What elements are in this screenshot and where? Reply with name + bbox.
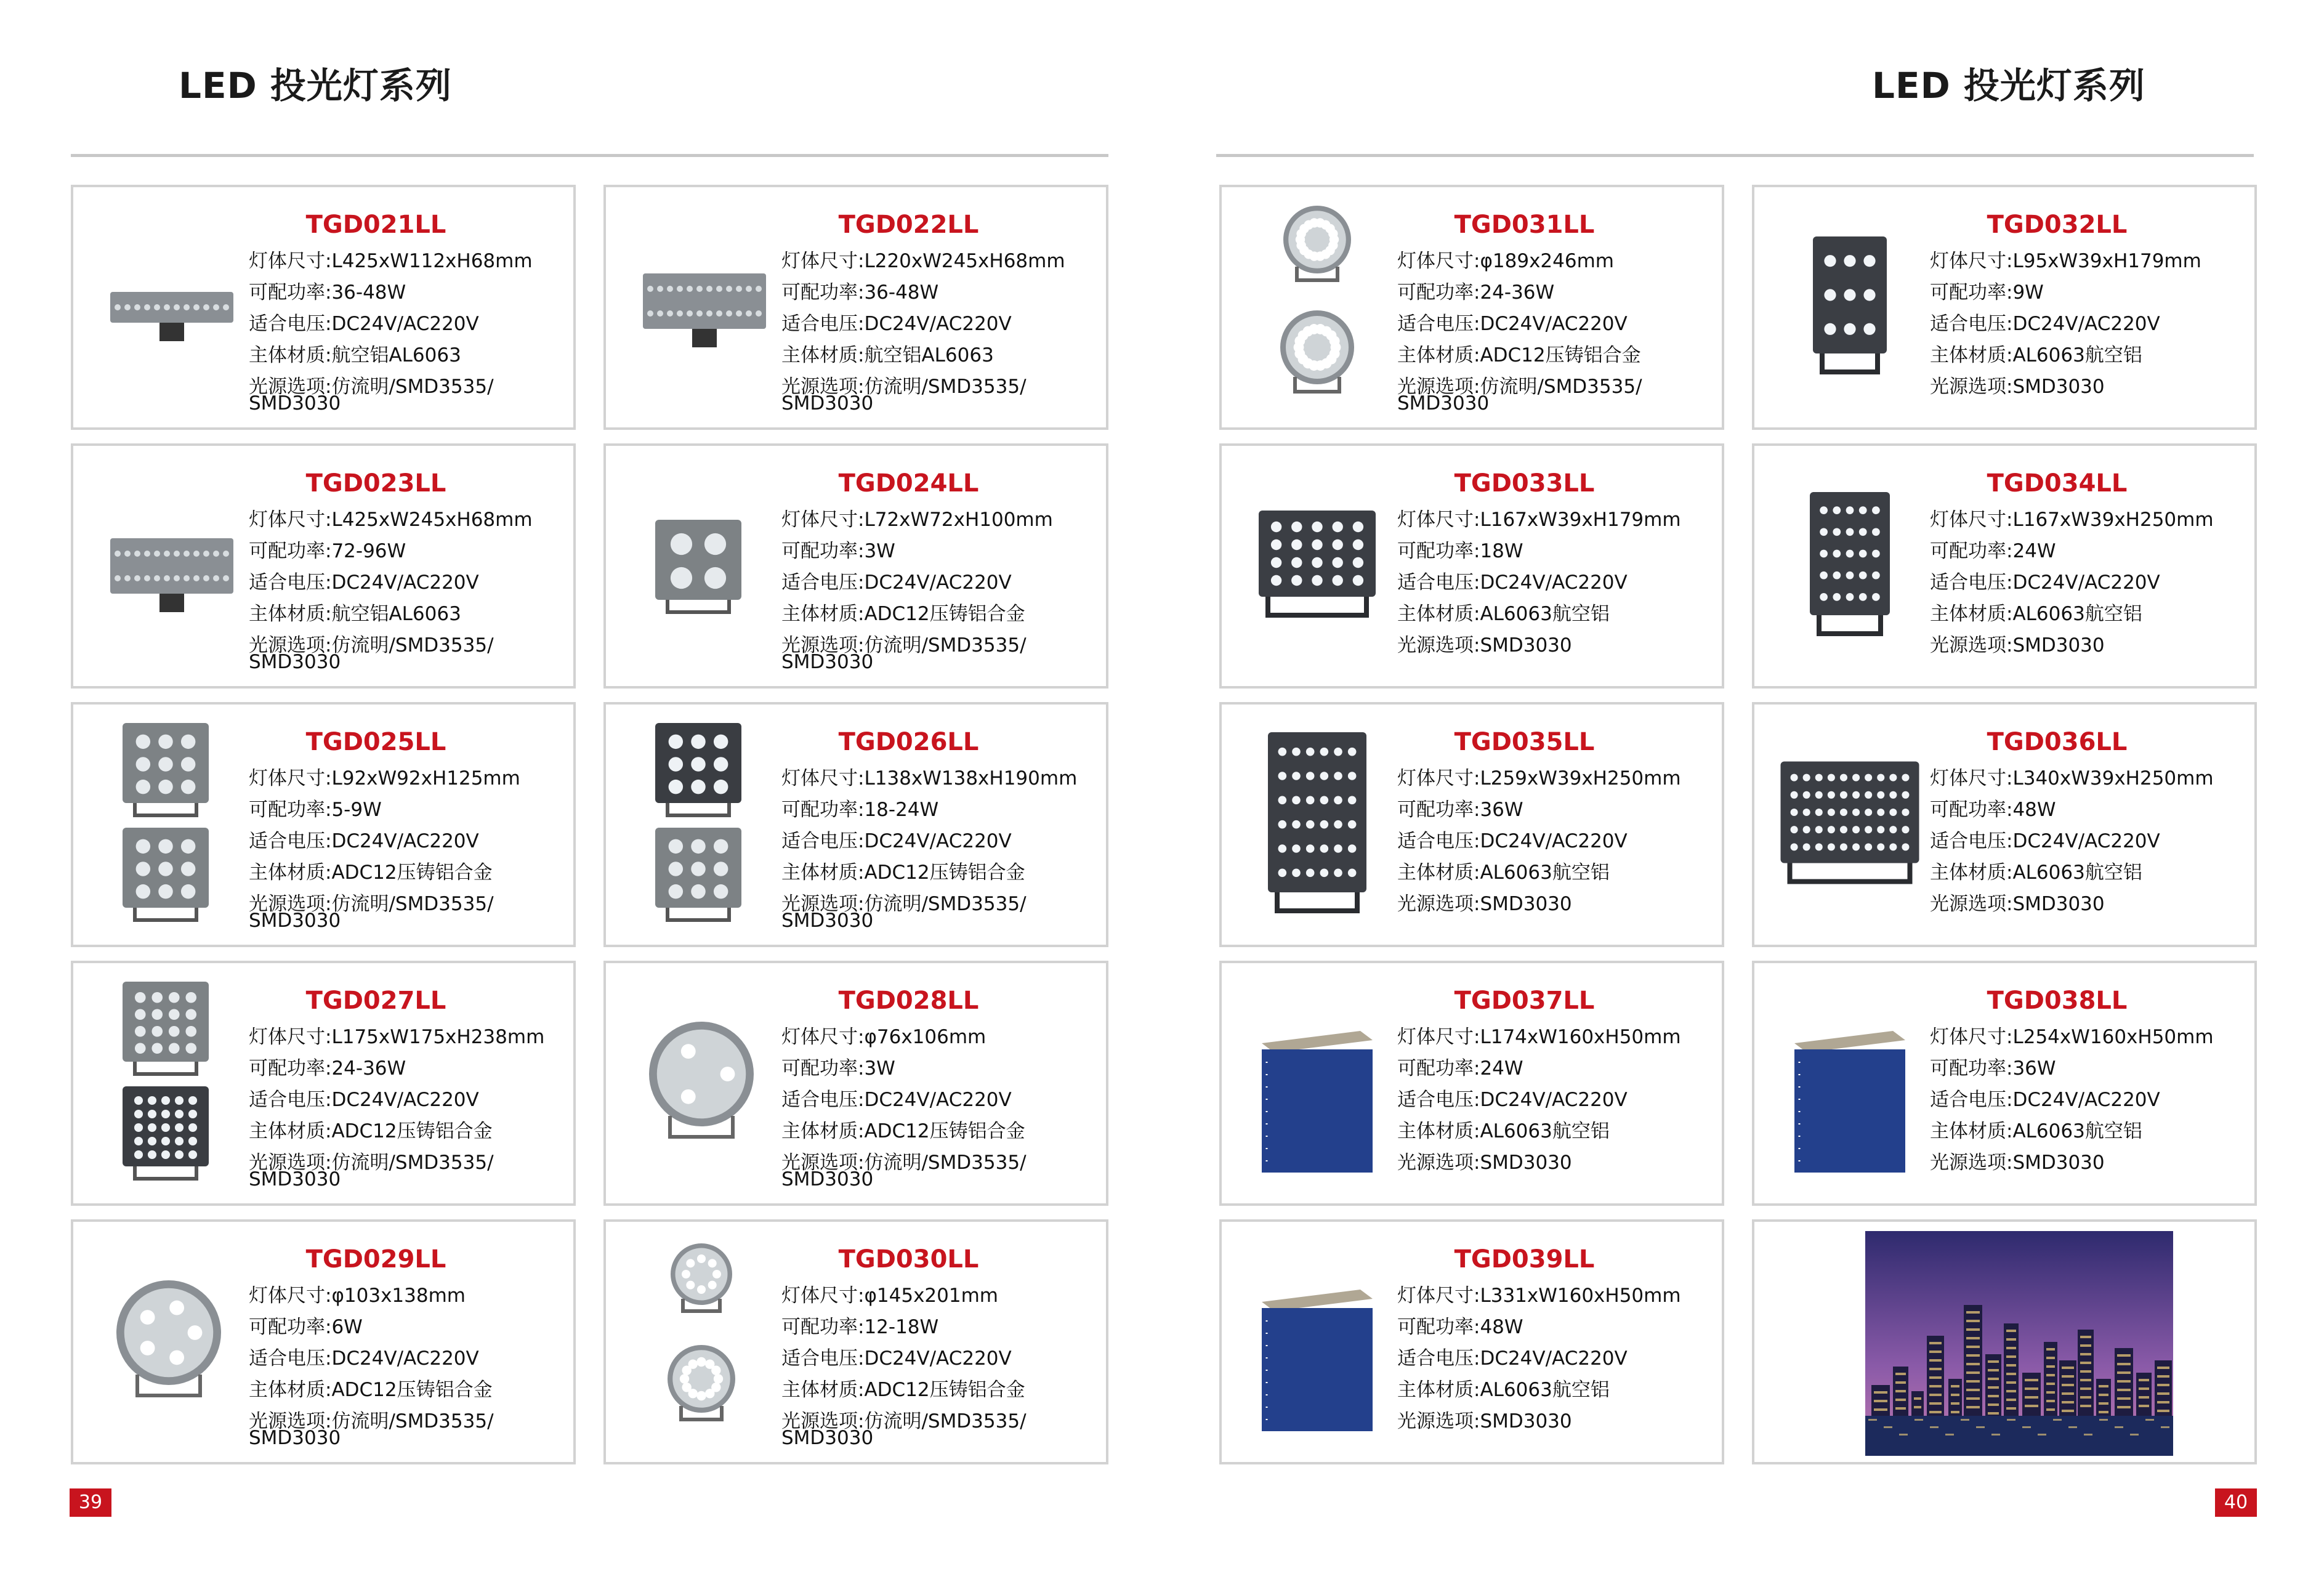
spec-light-cont: SMD3030 — [249, 910, 341, 932]
product-specs — [1930, 763, 2248, 934]
product-specs — [249, 763, 567, 934]
product-specs — [1930, 1022, 2248, 1192]
spec-material: 主体材质:ADC12压铸铝合金 — [1397, 344, 1641, 366]
spec-size: 灯体尺寸:L167xW39xH250mm — [1930, 509, 2214, 531]
spec-light: 光源选项:仿流明/SMD3535/ — [781, 1152, 1027, 1174]
spec-light-cont: SMD3030 — [249, 392, 341, 414]
spec-light: 光源选项:仿流明/SMD3535/ — [781, 893, 1027, 915]
product-code: TGD029LL — [305, 1245, 446, 1274]
spec-light: 光源选项:SMD3030 — [1397, 1152, 1572, 1174]
spec-light: 光源选项:仿流明/SMD3535/ — [249, 376, 494, 398]
product-image — [1779, 206, 1921, 409]
product-image — [98, 464, 240, 668]
product-card-tgd032ll — [1752, 185, 2257, 430]
spec-material: 主体材质:AL6063航空铝 — [1397, 603, 1610, 625]
spec-light-cont: SMD3030 — [781, 392, 874, 414]
spec-material: 主体材质:ADC12压铸铝合金 — [781, 1379, 1025, 1401]
product-card-tgd039ll — [1219, 1219, 1724, 1464]
product-specs — [781, 504, 1100, 675]
product-image — [631, 1240, 772, 1444]
spec-light: 光源选项:仿流明/SMD3535/ — [249, 634, 494, 656]
right-product-grid — [1219, 185, 2257, 1464]
product-card-tgd025ll — [71, 702, 576, 947]
product-specs — [1397, 246, 1716, 416]
spec-light-cont: SMD3030 — [249, 1168, 341, 1190]
spec-material: 主体材质:AL6063航空铝 — [1397, 1120, 1610, 1142]
spec-voltage: 适合电压:DC24V/AC220V — [781, 1347, 1012, 1370]
spec-voltage: 适合电压:DC24V/AC220V — [781, 1089, 1012, 1111]
product-card-tgd026ll — [603, 702, 1108, 947]
product-code: TGD024LL — [838, 469, 979, 498]
product-specs — [1397, 1280, 1716, 1451]
product-card-tgd023ll — [71, 443, 576, 689]
spec-light: 光源选项:SMD3030 — [1397, 1410, 1572, 1432]
spec-light: 光源选项:仿流明/SMD3535/ — [781, 1410, 1027, 1432]
spec-size: 灯体尺寸:L175xW175xH238mm — [249, 1026, 545, 1048]
product-code: TGD030LL — [838, 1245, 979, 1274]
spec-power: 可配功率:36W — [1397, 799, 1523, 821]
spec-voltage: 适合电压:DC24V/AC220V — [1397, 830, 1628, 852]
product-image — [1246, 982, 1388, 1185]
product-image — [1779, 723, 1921, 926]
product-specs — [781, 1022, 1100, 1192]
product-card-tgd037ll — [1219, 961, 1724, 1206]
product-code: TGD036LL — [1987, 728, 2128, 756]
product-image — [1246, 464, 1388, 668]
right-page-title: LED 投光灯系列 — [1872, 65, 2145, 107]
spec-light-cont: SMD3030 — [781, 1168, 874, 1190]
product-specs — [249, 504, 567, 675]
spec-light: 光源选项:SMD3030 — [1397, 634, 1572, 656]
spec-power: 可配功率:36W — [1930, 1057, 2056, 1080]
spec-material: 主体材质:航空铝AL6063 — [249, 603, 461, 625]
product-specs — [1930, 246, 2248, 416]
spec-power: 可配功率:18W — [1397, 540, 1523, 562]
product-code: TGD032LL — [1987, 211, 2128, 239]
spec-size: 灯体尺寸:L340xW39xH250mm — [1930, 767, 2214, 789]
product-image — [1779, 464, 1921, 668]
spec-voltage: 适合电压:DC24V/AC220V — [249, 1089, 479, 1111]
product-image — [631, 723, 772, 926]
spec-voltage: 适合电压:DC24V/AC220V — [781, 313, 1012, 335]
product-card-tgd021ll — [71, 185, 576, 430]
spec-size: 灯体尺寸:L72xW72xH100mm — [781, 509, 1053, 531]
product-code: TGD027LL — [305, 987, 446, 1015]
spec-size: 灯体尺寸:L254xW160xH50mm — [1930, 1026, 2214, 1048]
spec-light: 光源选项:SMD3030 — [1930, 376, 2105, 398]
spec-light: 光源选项:仿流明/SMD3535/ — [249, 1152, 494, 1174]
left-product-grid — [71, 185, 1108, 1464]
left-page-title: LED 投光灯系列 — [179, 65, 452, 107]
spec-voltage: 适合电压:DC24V/AC220V — [1930, 571, 2160, 594]
right-page-number: 40 — [2215, 1488, 2257, 1517]
product-specs — [1930, 504, 2248, 675]
product-code: TGD023LL — [305, 469, 446, 498]
spec-light-cont: SMD3030 — [1397, 392, 1490, 414]
city-skyline-image — [1865, 1231, 2173, 1456]
spec-size: 灯体尺寸:L425xW245xH68mm — [249, 509, 533, 531]
spec-material: 主体材质:航空铝AL6063 — [781, 344, 994, 366]
spec-voltage: 适合电压:DC24V/AC220V — [1930, 830, 2160, 852]
spec-material: 主体材质:航空铝AL6063 — [249, 344, 461, 366]
product-code: TGD021LL — [305, 211, 446, 239]
spec-light: 光源选项:仿流明/SMD3535/ — [249, 893, 494, 915]
spec-material: 主体材质:ADC12压铸铝合金 — [781, 603, 1025, 625]
spec-material: 主体材质:AL6063航空铝 — [1930, 603, 2142, 625]
spec-size: 灯体尺寸:L95xW39xH179mm — [1930, 250, 2201, 272]
right-divider — [1216, 154, 2254, 157]
product-code: TGD039LL — [1454, 1245, 1595, 1274]
spec-light-cont: SMD3030 — [781, 1427, 874, 1449]
spec-size: 灯体尺寸:L138xW138xH190mm — [781, 767, 1078, 789]
spec-size: 灯体尺寸:φ145x201mm — [781, 1285, 998, 1307]
product-code: TGD031LL — [1454, 211, 1595, 239]
spec-voltage: 适合电压:DC24V/AC220V — [1930, 1089, 2160, 1111]
product-image — [1246, 723, 1388, 926]
product-card-tgd035ll — [1219, 702, 1724, 947]
spec-voltage: 适合电压:DC24V/AC220V — [1397, 1347, 1628, 1370]
product-image — [98, 1240, 240, 1444]
spec-material: 主体材质:ADC12压铸铝合金 — [781, 862, 1025, 884]
product-specs — [781, 1280, 1100, 1451]
product-card-tgd028ll — [603, 961, 1108, 1206]
product-image — [98, 206, 240, 409]
product-image — [631, 206, 772, 409]
left-divider — [71, 154, 1108, 157]
spec-light: 光源选项:SMD3030 — [1930, 893, 2105, 915]
spec-voltage: 适合电压:DC24V/AC220V — [1397, 1089, 1628, 1111]
spec-size: 灯体尺寸:L174xW160xH50mm — [1397, 1026, 1681, 1048]
spec-light-cont: SMD3030 — [249, 1427, 341, 1449]
product-card-tgd036ll — [1752, 702, 2257, 947]
spec-voltage: 适合电压:DC24V/AC220V — [249, 313, 479, 335]
product-card-tgd038ll — [1752, 961, 2257, 1206]
spec-power: 可配功率:48W — [1397, 1316, 1523, 1338]
spec-size: 灯体尺寸:L259xW39xH250mm — [1397, 767, 1681, 789]
left-page-number: 39 — [70, 1488, 111, 1517]
spec-light-cont: SMD3030 — [781, 651, 874, 673]
spec-material: 主体材质:AL6063航空铝 — [1930, 862, 2142, 884]
product-code: TGD033LL — [1454, 469, 1595, 498]
spec-light: 光源选项:仿流明/SMD3535/ — [249, 1410, 494, 1432]
spec-power: 可配功率:24W — [1930, 540, 2056, 562]
product-code: TGD038LL — [1987, 987, 2128, 1015]
spec-power: 可配功率:12-18W — [781, 1316, 939, 1338]
spec-size: 灯体尺寸:L167xW39xH179mm — [1397, 509, 1681, 531]
spec-voltage: 适合电压:DC24V/AC220V — [1930, 313, 2160, 335]
spec-power: 可配功率:36-48W — [781, 281, 939, 304]
spec-light-cont: SMD3030 — [249, 651, 341, 673]
spec-size: 灯体尺寸:L92xW92xH125mm — [249, 767, 520, 789]
product-code: TGD026LL — [838, 728, 979, 756]
spec-power: 可配功率:24-36W — [1397, 281, 1555, 304]
spec-light: 光源选项:仿流明/SMD3535/ — [781, 634, 1027, 656]
product-specs — [1397, 504, 1716, 675]
spec-power: 可配功率:72-96W — [249, 540, 406, 562]
product-specs — [249, 1280, 567, 1451]
product-card-tgd024ll — [603, 443, 1108, 689]
spec-material: 主体材质:ADC12压铸铝合金 — [249, 862, 493, 884]
spec-voltage: 适合电压:DC24V/AC220V — [1397, 571, 1628, 594]
spec-voltage: 适合电压:DC24V/AC220V — [249, 1347, 479, 1370]
product-specs — [781, 246, 1100, 416]
product-card-tgd022ll — [603, 185, 1108, 430]
product-card-tgd030ll — [603, 1219, 1108, 1464]
spec-light: 光源选项:SMD3030 — [1397, 893, 1572, 915]
product-image — [631, 464, 772, 668]
product-image — [98, 982, 240, 1185]
spec-power: 可配功率:24W — [1397, 1057, 1523, 1080]
spec-size: 灯体尺寸:L425xW112xH68mm — [249, 250, 533, 272]
product-card-tgd027ll — [71, 961, 576, 1206]
spec-material: 主体材质:AL6063航空铝 — [1930, 344, 2142, 366]
spec-voltage: 适合电压:DC24V/AC220V — [781, 571, 1012, 594]
spec-light: 光源选项:仿流明/SMD3535/ — [781, 376, 1027, 398]
product-specs — [249, 246, 567, 416]
spec-size: 灯体尺寸:L220xW245xH68mm — [781, 250, 1065, 272]
product-code: TGD034LL — [1987, 469, 2128, 498]
city-night-photo-card — [1752, 1219, 2257, 1464]
spec-size: 灯体尺寸:L331xW160xH50mm — [1397, 1285, 1681, 1307]
product-image — [1779, 982, 1921, 1185]
spec-light: 光源选项:SMD3030 — [1930, 1152, 2105, 1174]
product-specs — [249, 1022, 567, 1192]
product-code: TGD037LL — [1454, 987, 1595, 1015]
product-specs — [1397, 1022, 1716, 1192]
spec-voltage: 适合电压:DC24V/AC220V — [249, 571, 479, 594]
product-image — [98, 723, 240, 926]
spec-power: 可配功率:36-48W — [249, 281, 406, 304]
spec-size: 灯体尺寸:φ76x106mm — [781, 1026, 986, 1048]
spec-voltage: 适合电压:DC24V/AC220V — [781, 830, 1012, 852]
product-code: TGD022LL — [838, 211, 979, 239]
spec-voltage: 适合电压:DC24V/AC220V — [249, 830, 479, 852]
spec-power: 可配功率:3W — [781, 540, 895, 562]
spec-material: 主体材质:AL6063航空铝 — [1397, 862, 1610, 884]
product-code: TGD028LL — [838, 987, 979, 1015]
spec-material: 主体材质:ADC12压铸铝合金 — [249, 1120, 493, 1142]
product-card-tgd033ll — [1219, 443, 1724, 689]
spec-size: 灯体尺寸:φ189x246mm — [1397, 250, 1614, 272]
spec-light-cont: SMD3030 — [781, 910, 874, 932]
spec-voltage: 适合电压:DC24V/AC220V — [1397, 313, 1628, 335]
product-image — [1246, 1240, 1388, 1444]
product-code: TGD025LL — [305, 728, 446, 756]
product-card-tgd031ll — [1219, 185, 1724, 430]
spec-power: 可配功率:5-9W — [249, 799, 382, 821]
spec-light: 光源选项:SMD3030 — [1930, 634, 2105, 656]
spec-power: 可配功率:48W — [1930, 799, 2056, 821]
product-card-tgd029ll — [71, 1219, 576, 1464]
product-image — [1246, 206, 1388, 409]
product-specs — [1397, 763, 1716, 934]
spec-light: 光源选项:仿流明/SMD3535/ — [1397, 376, 1642, 398]
spec-material: 主体材质:ADC12压铸铝合金 — [781, 1120, 1025, 1142]
spec-material: 主体材质:AL6063航空铝 — [1930, 1120, 2142, 1142]
spec-power: 可配功率:24-36W — [249, 1057, 406, 1080]
product-card-tgd034ll — [1752, 443, 2257, 689]
product-specs — [781, 763, 1100, 934]
spec-size: 灯体尺寸:φ103x138mm — [249, 1285, 466, 1307]
spec-power: 可配功率:6W — [249, 1316, 363, 1338]
product-code: TGD035LL — [1454, 728, 1595, 756]
product-image — [631, 982, 772, 1185]
spec-power: 可配功率:3W — [781, 1057, 895, 1080]
spec-material: 主体材质:ADC12压铸铝合金 — [249, 1379, 493, 1401]
spec-material: 主体材质:AL6063航空铝 — [1397, 1379, 1610, 1401]
spec-power: 可配功率:18-24W — [781, 799, 939, 821]
spec-power: 可配功率:9W — [1930, 281, 2044, 304]
